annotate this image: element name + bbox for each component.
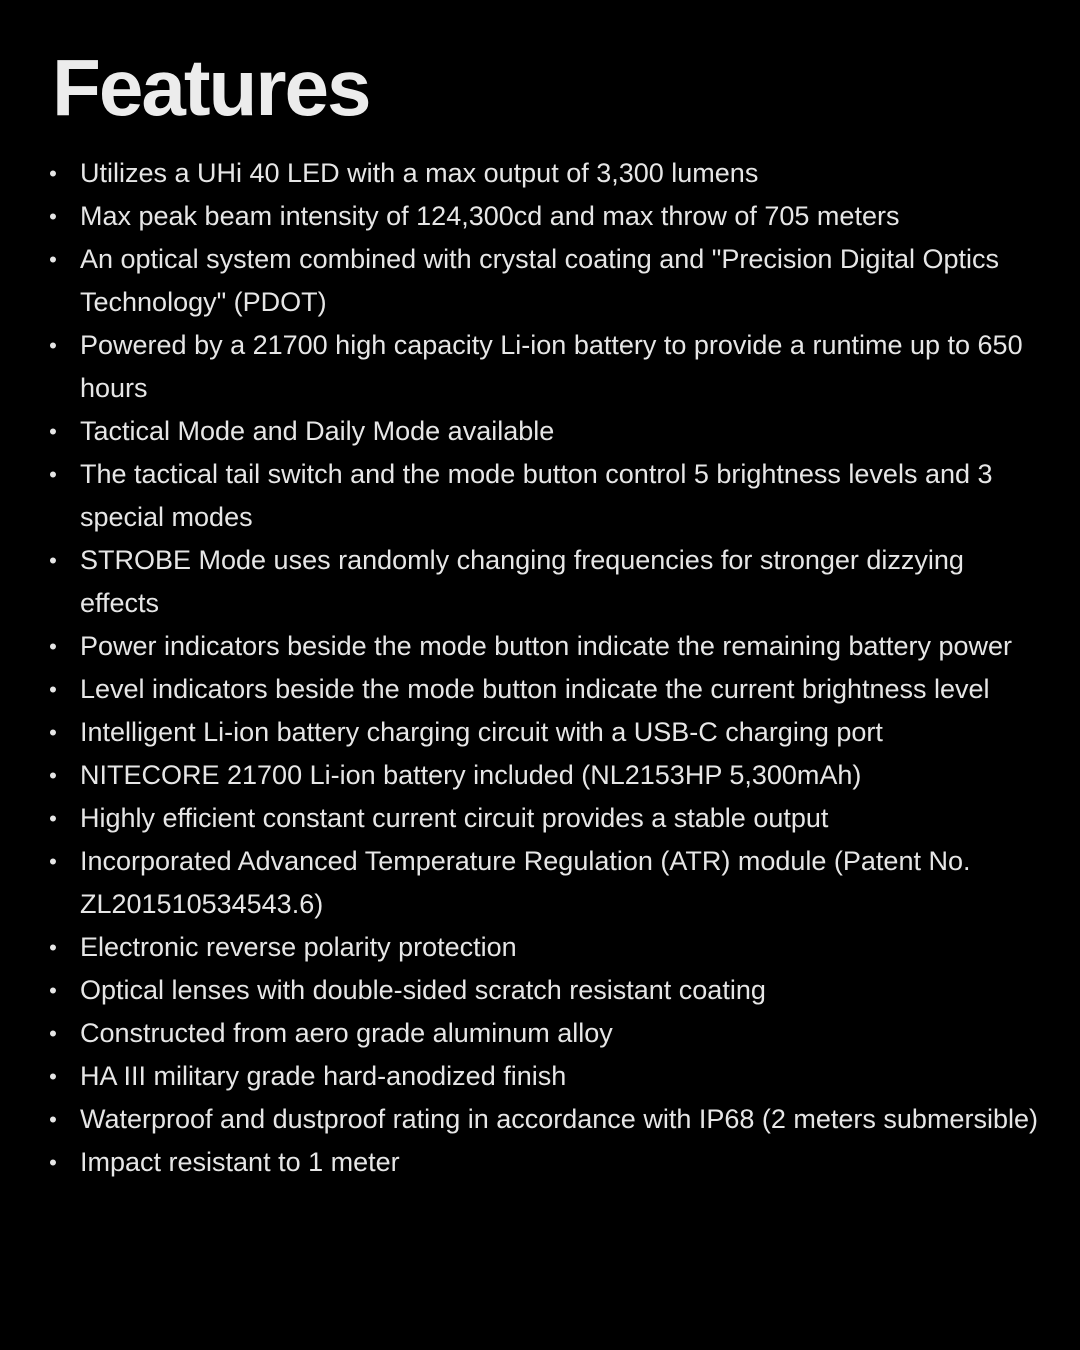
bullet-icon: • xyxy=(49,462,57,487)
feature-text: Utilizes a UHi 40 LED with a max output of 3,300 lumens xyxy=(80,158,759,188)
bullet-icon: • xyxy=(49,1064,57,1089)
feature-text: Max peak beam intensity of 124,300cd and max throw of 705 meters xyxy=(80,201,900,231)
feature-item xyxy=(46,797,1046,840)
feature-text: Powered by a 21700 high capacity Li-ion battery to provide a runtime up to 650 hours xyxy=(80,330,1023,403)
feature-item xyxy=(46,969,1046,1012)
bullet-icon: • xyxy=(49,677,57,702)
feature-text: Highly efficient constant current circuit provides a stable output xyxy=(80,803,829,833)
feature-text: Intelligent Li-ion battery charging circuit with a USB-C charging port xyxy=(80,717,883,747)
bullet-icon: • xyxy=(49,333,57,358)
feature-item xyxy=(46,711,1046,754)
feature-text: STROBE Mode uses randomly changing frequencies for stronger dizzying effects xyxy=(80,545,964,618)
bullet-icon: • xyxy=(49,419,57,444)
feature-item xyxy=(46,324,1046,410)
feature-text: Level indicators beside the mode button indicate the current brightness level xyxy=(80,674,990,704)
bullet-icon: • xyxy=(49,247,57,272)
bullet-icon: • xyxy=(49,935,57,960)
bullet-icon: • xyxy=(49,1107,57,1132)
feature-item xyxy=(46,926,1046,969)
feature-text: NITECORE 21700 Li-ion battery included (NL2153HP 5,300mAh) xyxy=(80,760,862,790)
features-list xyxy=(46,152,1046,1184)
feature-text: An optical system combined with crystal coating and "Precision Digital Optics Technology" (PDOT) xyxy=(80,244,999,317)
feature-item xyxy=(46,840,1046,926)
bullet-icon: • xyxy=(49,634,57,659)
feature-item xyxy=(46,625,1046,668)
feature-item xyxy=(46,754,1046,797)
feature-item xyxy=(46,1141,1046,1184)
feature-text: HA III military grade hard-anodized finish xyxy=(80,1061,567,1091)
feature-text: Optical lenses with double-sided scratch resistant coating xyxy=(80,975,766,1005)
bullet-icon: • xyxy=(49,548,57,573)
feature-item xyxy=(46,410,1046,453)
feature-item xyxy=(46,152,1046,195)
feature-text: Waterproof and dustproof rating in accordance with IP68 (2 meters submersible) xyxy=(80,1104,1038,1134)
feature-text: Tactical Mode and Daily Mode available xyxy=(80,416,555,446)
feature-text: Constructed from aero grade aluminum alloy xyxy=(80,1018,613,1048)
feature-item xyxy=(46,668,1046,711)
bullet-icon: • xyxy=(49,978,57,1003)
bullet-icon: • xyxy=(49,849,57,874)
bullet-icon: • xyxy=(49,763,57,788)
feature-item xyxy=(46,195,1046,238)
bullet-icon: • xyxy=(49,1150,57,1175)
bullet-icon: • xyxy=(49,1021,57,1046)
feature-item xyxy=(46,453,1046,539)
feature-text: Power indicators beside the mode button indicate the remaining battery power xyxy=(80,631,1013,661)
feature-item xyxy=(46,1098,1046,1141)
feature-item xyxy=(46,1012,1046,1055)
bullet-icon: • xyxy=(49,204,57,229)
bullet-icon: • xyxy=(49,161,57,186)
feature-item xyxy=(46,539,1046,625)
bullet-icon: • xyxy=(49,806,57,831)
feature-item xyxy=(46,238,1046,324)
page-title: Features xyxy=(52,43,370,132)
feature-text: Incorporated Advanced Temperature Regulation (ATR) module (Patent No. ZL201510534543.6) xyxy=(80,846,971,919)
feature-text: Electronic reverse polarity protection xyxy=(80,932,517,962)
bullet-icon: • xyxy=(49,720,57,745)
feature-text: Impact resistant to 1 meter xyxy=(80,1147,400,1177)
feature-text: The tactical tail switch and the mode button control 5 brightness levels and 3 special modes xyxy=(80,459,993,532)
feature-item xyxy=(46,1055,1046,1098)
